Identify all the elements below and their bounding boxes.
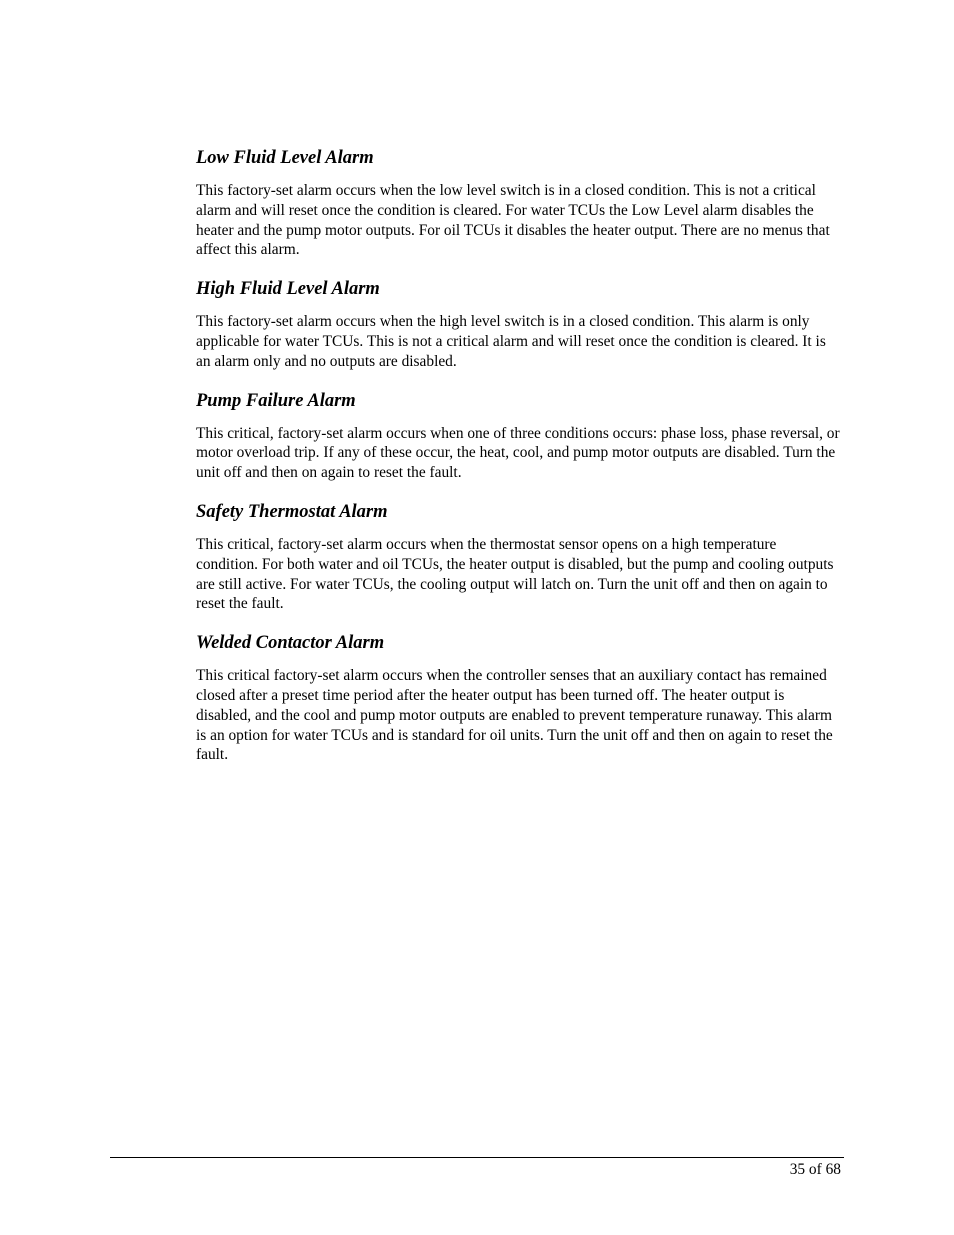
- footer-divider: [110, 1157, 844, 1158]
- section-pump-failure-alarm: [196, 390, 841, 483]
- section-low-fluid-level-alarm: [196, 147, 841, 260]
- section-heading: High Fluid Level Alarm: [196, 279, 380, 300]
- section-heading: Welded Contactor Alarm: [196, 633, 385, 654]
- section-welded-contactor-alarm: [196, 632, 841, 765]
- page-content: [196, 147, 841, 783]
- section-paragraph: This factory-set alarm occurs when the low level switch is in a closed condition. This is not a critical alarm and will reset once the condition is cleared. For water TCUs the Low Level alarm disables the heater and the pump motor outputs. For oil TCUs it disables the heater output. There are no menus that affect this alarm.: [196, 182, 830, 259]
- section-heading: Safety Thermostat Alarm: [196, 501, 388, 522]
- page-number: 35 of 68: [789, 1161, 841, 1178]
- section-heading: Pump Failure Alarm: [196, 390, 356, 411]
- section-paragraph: This factory-set alarm occurs when the high level switch is in a closed condition. This alarm is only applicable for water TCUs. This is not a critical alarm and will reset once the condition is cleared. It is an alarm only and no outputs are disabled.: [196, 313, 826, 370]
- section-paragraph: This critical, factory-set alarm occurs when the thermostat sensor opens on a high temperature condition. For both water and oil TCUs, the heater output is disabled, but the pump and cooling outputs are still active. For water TCUs, the cooling output will latch on. Turn the unit off and then on again to reset the fault.: [196, 535, 834, 613]
- section-paragraph: This critical factory-set alarm occurs when the controller senses that an auxiliary contact has remained closed after a preset time period after the heater output has been turned off. The heater output is disabled, and the cool and pump motor outputs are enabled to prevent temperature runaway. This alarm is an option for water TCUs and is standard for oil units. Turn the unit off and then on again to reset the fault.: [196, 667, 833, 764]
- section-high-fluid-level-alarm: [196, 278, 841, 371]
- section-safety-thermostat-alarm: [196, 501, 841, 614]
- section-paragraph: This critical, factory-set alarm occurs when one of three conditions occurs: phase loss, phase reversal, or motor overload trip. If any of these occur, the heat, cool, and pump motor outputs are disabled. Turn the unit off and then on again to reset the fault.: [196, 424, 840, 482]
- section-heading: Low Fluid Level Alarm: [196, 148, 374, 168]
